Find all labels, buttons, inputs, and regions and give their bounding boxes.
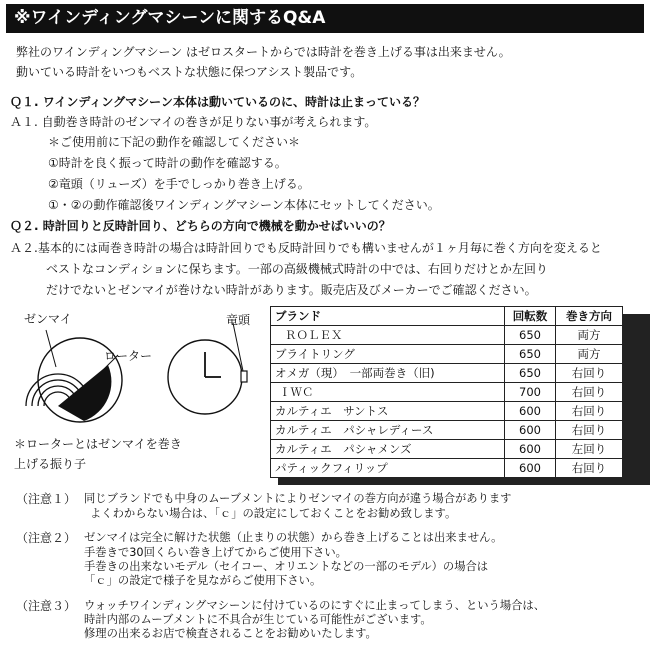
note-2-line-4: 「ｃ」の設定で様子を見ながらご使用下さい。 bbox=[84, 574, 322, 587]
movement-illustration bbox=[26, 330, 122, 422]
note-2-label: （注意２） bbox=[16, 531, 77, 545]
header-rotations: 回転数 bbox=[505, 307, 556, 326]
header-brand: ブランド bbox=[271, 307, 505, 326]
note-1-line-2: よくわからない場合は、「ｃ」の設定にしておくことをお勧め致します。 bbox=[90, 507, 457, 520]
table-row bbox=[271, 383, 623, 402]
q2-question: Ｑ２. 時計回りと反時計回り、どちらの方向で機械を動かせばいいの？ bbox=[10, 219, 391, 233]
rotor-shape bbox=[58, 365, 111, 421]
q2-answer-line-2: ベストなコンディションに保ちます。一部の高級機械式時計の中では、右回りだけとか左回り bbox=[46, 262, 548, 276]
table-row bbox=[271, 364, 623, 383]
q1-step-3: ①・②の動作確認後ワインディングマシーン本体にセットしてください。 bbox=[48, 198, 440, 212]
page-title: ※ワインディングマシーンに関するQ&A bbox=[6, 4, 644, 33]
brand-cell: パティックフィリップ bbox=[271, 459, 505, 478]
crown-leader bbox=[233, 323, 243, 371]
q2-answer-line-1: Ａ２.基本的には両巻き時計の場合は時計回りでも反時計回りでも構いませんが１ヶ月毎に巻く方向を変えると bbox=[10, 241, 602, 255]
brand-cell: ＲＯＬＥＸ bbox=[271, 326, 505, 345]
note-2-line-1: ゼンマイは完全に解けた状態（止まりの状態）から巻き上げることは出来ません。 bbox=[84, 531, 503, 544]
table-row bbox=[271, 402, 623, 421]
rotations-cell: 600 bbox=[505, 440, 556, 459]
rotations-cell: 600 bbox=[505, 421, 556, 440]
direction-cell: 両方 bbox=[556, 345, 623, 364]
table-row bbox=[271, 326, 623, 345]
table-row bbox=[271, 421, 623, 440]
watch-illustration bbox=[168, 323, 247, 414]
rotor-caption-line-1: ＊ローターとはゼンマイを巻き bbox=[14, 437, 182, 451]
q2-answer-line-3: だけでないとゼンマイが巻けない時計があります。販売店及びメーカーでご確認ください。 bbox=[46, 283, 537, 297]
intro-line-1: 弊社のワインディングマシーン はゼロスタートからでは時計を巻き上げる事は出来ません。 bbox=[16, 45, 511, 59]
rotor-caption-line-2: 上げる振り子 bbox=[14, 457, 87, 471]
table-row bbox=[271, 345, 623, 364]
note-1-label: （注意１） bbox=[16, 492, 77, 506]
rotations-cell: 600 bbox=[505, 459, 556, 478]
direction-cell: 両方 bbox=[556, 326, 623, 345]
brand-cell: カルティエ サントス bbox=[271, 402, 505, 421]
direction-cell: 右回り bbox=[556, 364, 623, 383]
q1-answer: Ａ１. 自動巻き時計のゼンマイの巻きが足りない事が考えられます。 bbox=[10, 115, 377, 129]
intro-line-2: 動いている時計をいつもベストな状態に保つアシスト製品です。 bbox=[16, 65, 363, 79]
note-3-line-2: 時計内部のムーブメントに不具合が生じている可能性がございます。 bbox=[84, 613, 432, 626]
rotor-label: ローター bbox=[104, 349, 153, 363]
table-row bbox=[271, 440, 623, 459]
crown-shape bbox=[241, 371, 247, 382]
rotations-cell: 650 bbox=[505, 326, 556, 345]
q1-step-1: ①時計を良く振って時計の動作を確認する。 bbox=[48, 156, 287, 170]
brand-table bbox=[270, 306, 623, 478]
note-2-line-3: 手巻きの出来ないモデル（セイコー、オリエントなどの一部のモデル）の場合は bbox=[84, 560, 489, 573]
rotations-cell: 650 bbox=[505, 345, 556, 364]
table-row bbox=[271, 459, 623, 478]
note-3-line-1: ウォッチワインディングマシーンに付けているのにすぐに止まってしまう、という場合は、 bbox=[84, 599, 546, 612]
note-3-label: （注意３） bbox=[16, 599, 77, 613]
header-direction: 巻き方向 bbox=[556, 307, 623, 326]
direction-cell: 右回り bbox=[556, 402, 623, 421]
table-header-row bbox=[271, 307, 623, 326]
brand-cell: カルティエ パシャメンズ bbox=[271, 440, 505, 459]
rotations-cell: 700 bbox=[505, 383, 556, 402]
note-2-line-2: 手巻きで30回くらい巻き上げてからご使用下さい。 bbox=[84, 546, 347, 559]
brand-cell: ＩＷＣ bbox=[271, 383, 505, 402]
brand-cell: オメガ（現） 一部両巻き（旧) bbox=[271, 364, 505, 383]
rotations-cell: 600 bbox=[505, 402, 556, 421]
note-3-line-3: 修理の出来るお店で検査されることをお勧めいたします。 bbox=[84, 627, 377, 640]
mainspring-label: ゼンマイ bbox=[24, 312, 72, 326]
direction-cell: 右回り bbox=[556, 459, 623, 478]
crown-label: 竜頭 bbox=[226, 313, 251, 327]
q1-check-title: ＊ご使用前に下記の動作を確認してください＊ bbox=[48, 135, 301, 149]
rotations-cell: 650 bbox=[505, 364, 556, 383]
direction-cell: 左回り bbox=[556, 440, 623, 459]
mainspring-leader bbox=[46, 330, 56, 367]
brand-cell: カルティエ パシャレディース bbox=[271, 421, 505, 440]
direction-cell: 右回り bbox=[556, 383, 623, 402]
q1-step-2: ②竜頭（リューズ）を手でしっかり巻き上げる。 bbox=[48, 177, 310, 191]
brand-cell: ブライトリング bbox=[271, 345, 505, 364]
direction-cell: 右回り bbox=[556, 421, 623, 440]
note-1-line-1: 同じブランドでも中身のムーブメントによりゼンマイの巻方向が違う場合があります bbox=[84, 492, 512, 505]
q1-question: Ｑ１. ワインディングマシーン本体は動いているのに、時計は止まっている？ bbox=[10, 95, 425, 109]
